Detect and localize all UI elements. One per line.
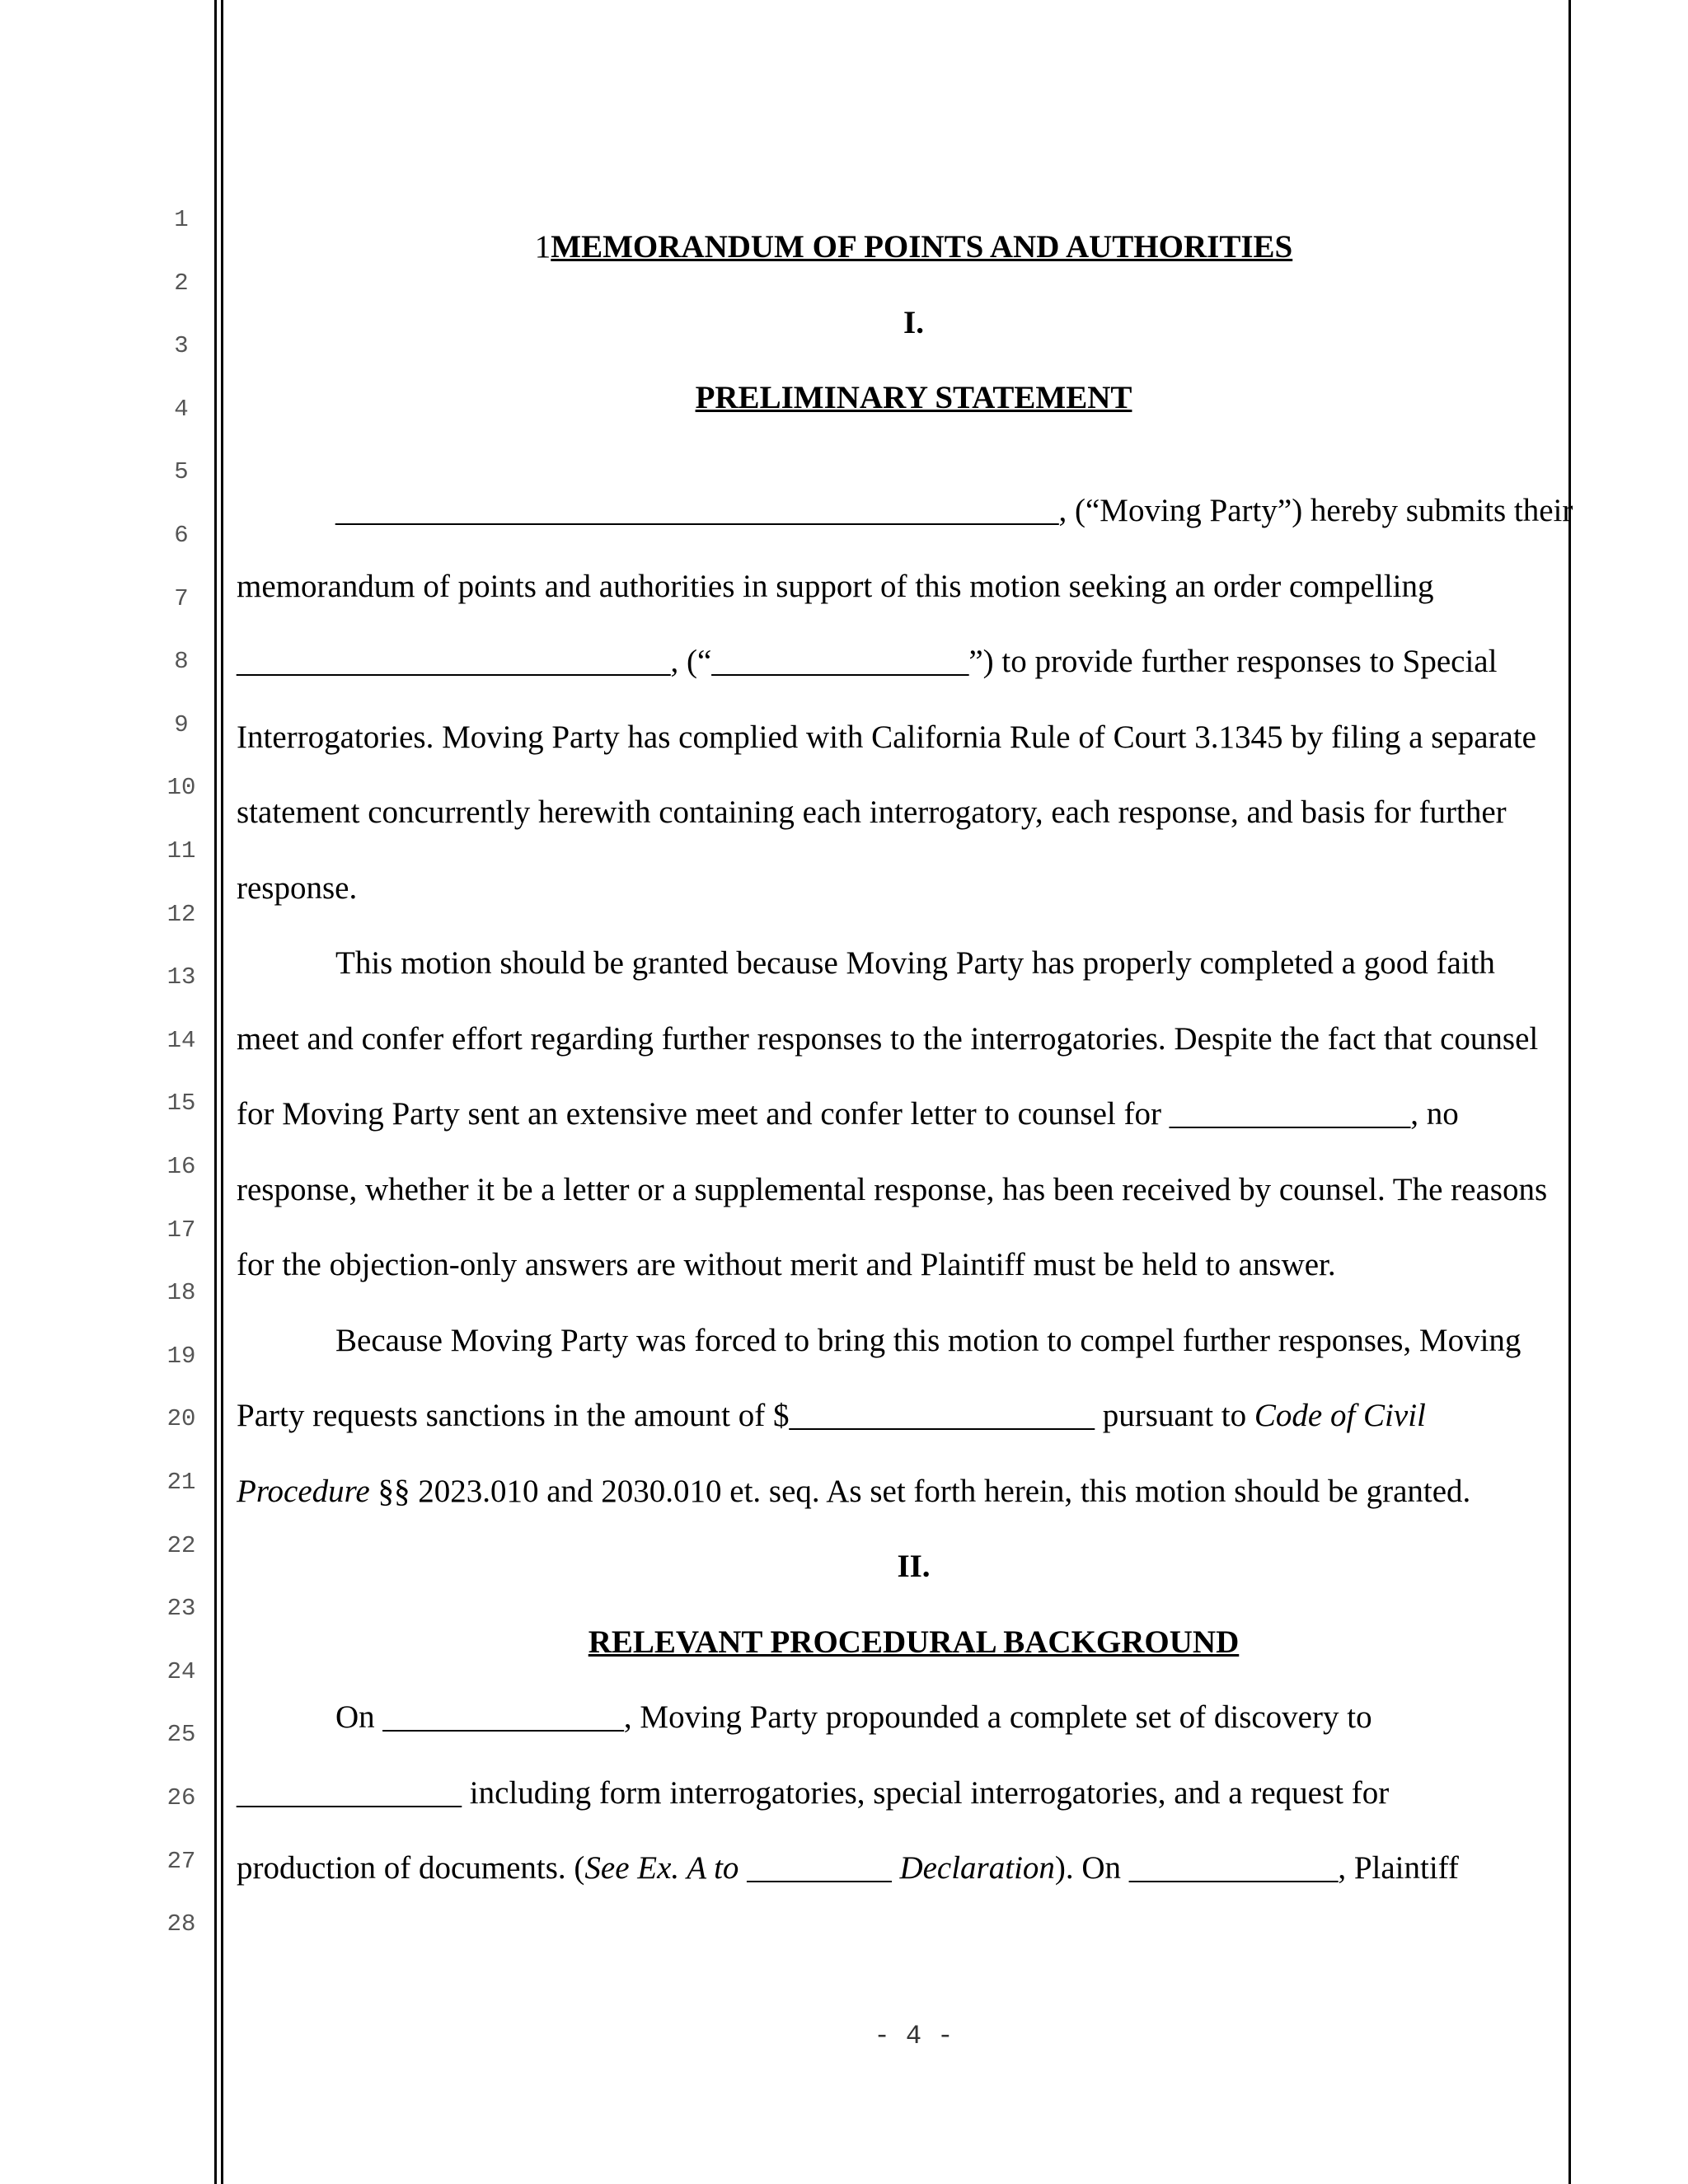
body-line-22: On _______________, Moving Party propounded a complete set of discovery to <box>335 1699 1372 1735</box>
line-number: 27 <box>166 1847 196 1875</box>
body-line-14: for Moving Party sent an extensive meet and confer letter to counsel for _______________, no <box>237 1096 1459 1132</box>
body-line-9: Interrogatories. Moving Party has complied with California Rule of Court 3.1345 by filing a separate <box>237 719 1536 755</box>
propound-date-blank: _______________ <box>382 1699 624 1735</box>
declarant-blank: _________ <box>738 1850 900 1886</box>
line-number: 16 <box>166 1153 196 1180</box>
line-number: 20 <box>166 1405 196 1433</box>
line-number: 12 <box>166 900 196 928</box>
body-line-11: response. <box>237 870 358 906</box>
line-number: 3 <box>174 332 189 360</box>
body-line-24: production of documents. (See Ex. A to _________ Declaration). On _____________, Plaintiff <box>237 1850 1459 1886</box>
line-number: 22 <box>166 1531 196 1559</box>
section-1-heading: PRELIMINARY STATEMENT <box>695 380 1132 415</box>
body-line-8: ___________________________, (“________________”) to provide further responses to Special <box>237 644 1498 679</box>
line-number: 10 <box>166 774 196 802</box>
section-1-number: I. <box>903 305 924 340</box>
body-line-13: meet and confer effort regarding further responses to the interrogatories. Despite the fact that counsel <box>237 1021 1539 1057</box>
line-number: 21 <box>166 1469 196 1496</box>
line-number: 18 <box>166 1279 196 1307</box>
line-number: 6 <box>174 522 189 549</box>
title-prefix: 1 <box>534 229 551 265</box>
body-line-19: Procedure §§ 2023.010 and 2030.010 et. seq. As set forth herein, this motion should be granted. <box>237 1474 1471 1509</box>
response-date-blank: _____________ <box>1128 1850 1339 1886</box>
line-number: 11 <box>166 837 196 865</box>
body-line-12: This motion should be granted because Moving Party has properly completed a good faith <box>335 945 1495 981</box>
title-text: MEMORANDUM OF POINTS AND AUTHORITIES <box>551 229 1293 265</box>
responding-party-short-blank: ________________ <box>711 644 969 679</box>
line-number: 24 <box>166 1657 196 1685</box>
memorandum-title <box>239 227 1588 267</box>
party-name-blank: ______________ <box>237 1775 462 1811</box>
line-number: 1 <box>174 206 189 233</box>
line-number: 25 <box>166 1721 196 1749</box>
body-line-18: Party requests sanctions in the amount of $___________________ pursuant to Code of Civil <box>237 1398 1426 1433</box>
line-number: 15 <box>166 1090 196 1118</box>
body-line-7: memorandum of points and authorities in support of this motion seeking an order compelling <box>237 569 1434 604</box>
left-margin-rule-outer <box>214 0 217 2184</box>
body-line-17: Because Moving Party was forced to bring this motion to compel further responses, Moving <box>335 1323 1522 1358</box>
moving-party-blank: _____________________________________________ <box>335 493 1059 528</box>
section-2-number: II. <box>897 1549 931 1584</box>
counsel-blank: _______________ <box>1169 1096 1411 1132</box>
line-number: 26 <box>166 1784 196 1811</box>
line-number: 4 <box>174 395 189 423</box>
section-2-heading: RELEVANT PROCEDURAL BACKGROUND <box>588 1624 1240 1660</box>
body-line-23: ______________ including form interrogatories, special interrogatories, and a request for <box>237 1775 1390 1811</box>
line-number: 28 <box>166 1910 196 1938</box>
responding-party-blank: ___________________________ <box>237 644 671 679</box>
sanctions-amount-blank: ___________________ <box>789 1398 1095 1433</box>
line-number: 5 <box>174 458 189 486</box>
line-number: 14 <box>166 1026 196 1054</box>
line-number: 7 <box>174 584 189 612</box>
body-line-16: for the objection-only answers are without merit and Plaintiff must be held to answer. <box>237 1247 1336 1282</box>
body-line-6: _____________________________________________, (“Moving Party”) hereby submits their <box>335 493 1573 528</box>
body-line-15: response, whether it be a letter or a supplemental response, has been received by counsel. The reasons <box>237 1172 1548 1207</box>
line-number: 23 <box>166 1595 196 1623</box>
line-number: 9 <box>174 710 189 738</box>
line-number: 19 <box>166 1342 196 1370</box>
line-number: 2 <box>174 269 189 297</box>
left-margin-rule-inner <box>221 0 223 2184</box>
line-number: 13 <box>166 963 196 991</box>
body-line-10: statement concurrently herewith containing each interrogatory, each response, and basis for further <box>237 794 1507 830</box>
line-number: 17 <box>166 1216 196 1244</box>
page-number: - 4 - <box>874 2021 954 2051</box>
line-number: 8 <box>174 648 189 676</box>
